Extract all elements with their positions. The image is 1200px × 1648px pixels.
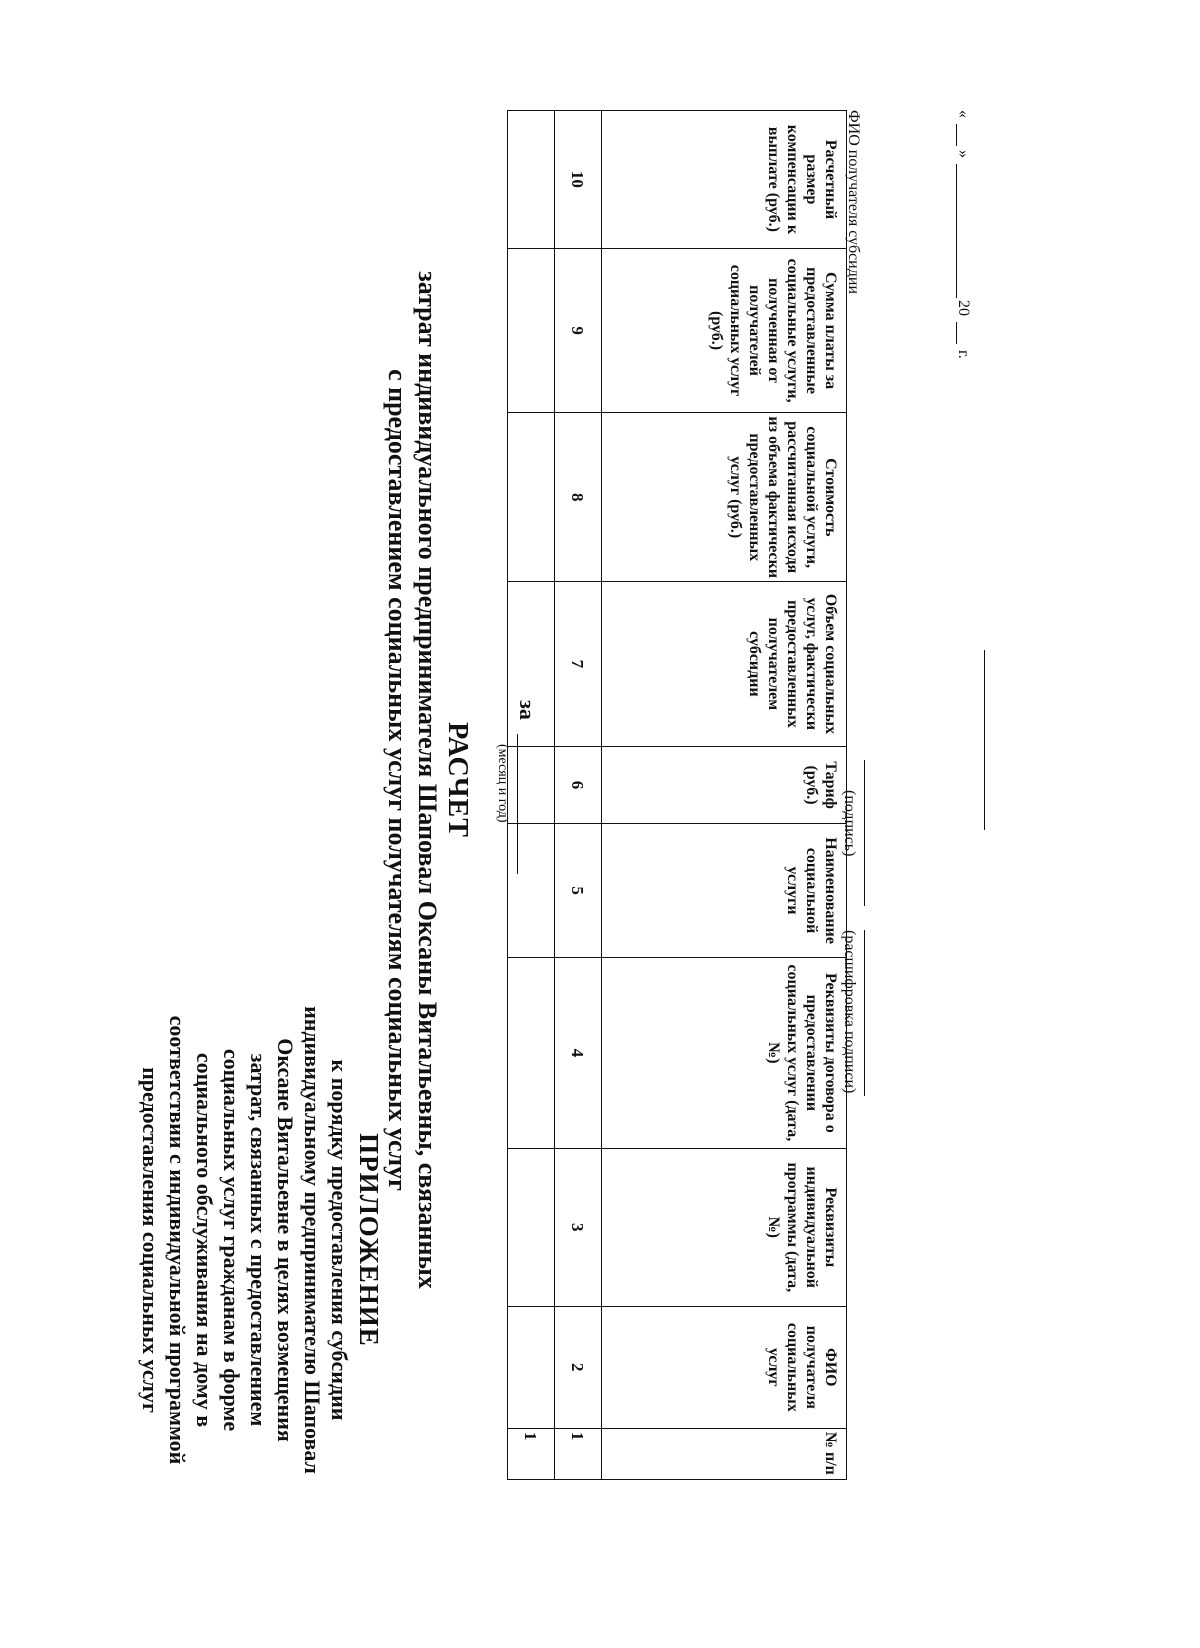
date-open-quote: « xyxy=(955,110,972,118)
appendix-line: Оксане Витальевне в целях возмещения xyxy=(273,1038,298,1442)
appendix-line: индивидуальному предпринимателю Шаповал xyxy=(300,1006,325,1474)
recipient-name-blank[interactable] xyxy=(984,650,985,830)
column-number-cell: 6 xyxy=(555,746,602,824)
column-number-cell: 3 xyxy=(555,1148,602,1306)
column-number-cell: 8 xyxy=(555,413,602,582)
appendix-line: социальных услуг гражданам в форме xyxy=(219,1048,244,1432)
calculation-title-block xyxy=(382,220,472,1340)
column-number-cell: 1 xyxy=(555,1428,602,1479)
header-cell: Реквизиты индивидуальной программы (дата, №) xyxy=(602,1148,847,1306)
date-field xyxy=(942,110,972,440)
calculation-table xyxy=(507,110,847,1480)
calculation-subtitle-line: с предоставлением социальных услуг получателям социальных услуг xyxy=(383,369,412,1191)
table-cell[interactable] xyxy=(508,824,555,957)
table-number-row xyxy=(555,111,602,1480)
column-number-cell: 9 xyxy=(555,248,602,412)
header-cell: Стоимость социальной услуги, рассчитанная исходя из объема фактически предоставленных услуг (руб.) xyxy=(602,413,847,582)
date-day-blank[interactable] xyxy=(956,124,957,146)
table-cell[interactable] xyxy=(508,957,555,1148)
date-month-blank[interactable] xyxy=(956,164,957,298)
appendix-line: соответствии с индивидуальной программой xyxy=(165,1015,190,1465)
appendix-line: к порядку предоставления субсидии xyxy=(327,1059,352,1421)
header-cell: № п/п xyxy=(602,1428,847,1479)
table-cell[interactable] xyxy=(508,1148,555,1306)
table-cell[interactable] xyxy=(508,746,555,824)
header-cell: Сумма платы за предоставленные социальные услуги, полученная от получателей социальных услуг (руб.) xyxy=(602,248,847,412)
column-number-cell: 5 xyxy=(555,824,602,957)
period-prefix: за xyxy=(515,700,540,720)
header-cell: Расчетный размер компенсации к выплате (руб.) xyxy=(602,111,847,249)
appendix-line: предоставления социальных услуг xyxy=(138,1067,163,1413)
table-row xyxy=(508,111,555,1480)
column-number-cell: 2 xyxy=(555,1306,602,1428)
signature-caption: (подпись) xyxy=(841,790,858,857)
signature-blank[interactable] xyxy=(864,760,865,906)
date-close-quote: » xyxy=(955,150,972,158)
calculation-subtitle-line: затрат индивидуального предпринимателя Шаповал Оксаны Витальевны, связанных xyxy=(413,271,442,1289)
header-cell: Наименование социальной услуги xyxy=(602,824,847,957)
date-year-suffix: г. xyxy=(955,350,972,359)
recipient-label: ФИО получателя субсидии xyxy=(845,110,862,295)
table-cell[interactable] xyxy=(508,582,555,746)
appendix-line: социального обслуживания на дому в xyxy=(192,1052,217,1428)
decoding-caption: (расшифровка подписи) xyxy=(841,930,858,1094)
period-caption: (месяц и год) xyxy=(495,744,510,823)
table-cell[interactable] xyxy=(508,413,555,582)
signature-decoding-blank[interactable] xyxy=(864,930,865,1096)
table-cell[interactable] xyxy=(508,111,555,249)
appendix-title: ПРИЛОЖЕНИЕ xyxy=(354,1133,384,1347)
column-number-cell: 4 xyxy=(555,957,602,1148)
header-cell: Реквизиты договора о предоставлении социальных услуг (дата, №) xyxy=(602,957,847,1148)
table-header-row xyxy=(602,111,847,1480)
appendix-block xyxy=(137,980,382,1500)
table-cell[interactable] xyxy=(508,1306,555,1428)
calculation-title: РАСЧЕТ xyxy=(442,722,473,838)
table-cell: 1 xyxy=(508,1428,555,1479)
column-number-cell: 7 xyxy=(555,582,602,746)
date-year-blank[interactable] xyxy=(956,322,957,344)
column-number-cell: 10 xyxy=(555,111,602,249)
table-cell[interactable] xyxy=(508,248,555,412)
date-year-prefix: 20 xyxy=(955,300,972,316)
header-cell: Тариф (руб.) xyxy=(602,746,847,824)
appendix-line: затрат, связанных с предоставлением xyxy=(246,1053,271,1427)
header-cell: Объем социальных услуг, фактически предоставленных получателем субсидии xyxy=(602,582,847,746)
header-cell: ФИО получателя социальных услуг xyxy=(602,1306,847,1428)
